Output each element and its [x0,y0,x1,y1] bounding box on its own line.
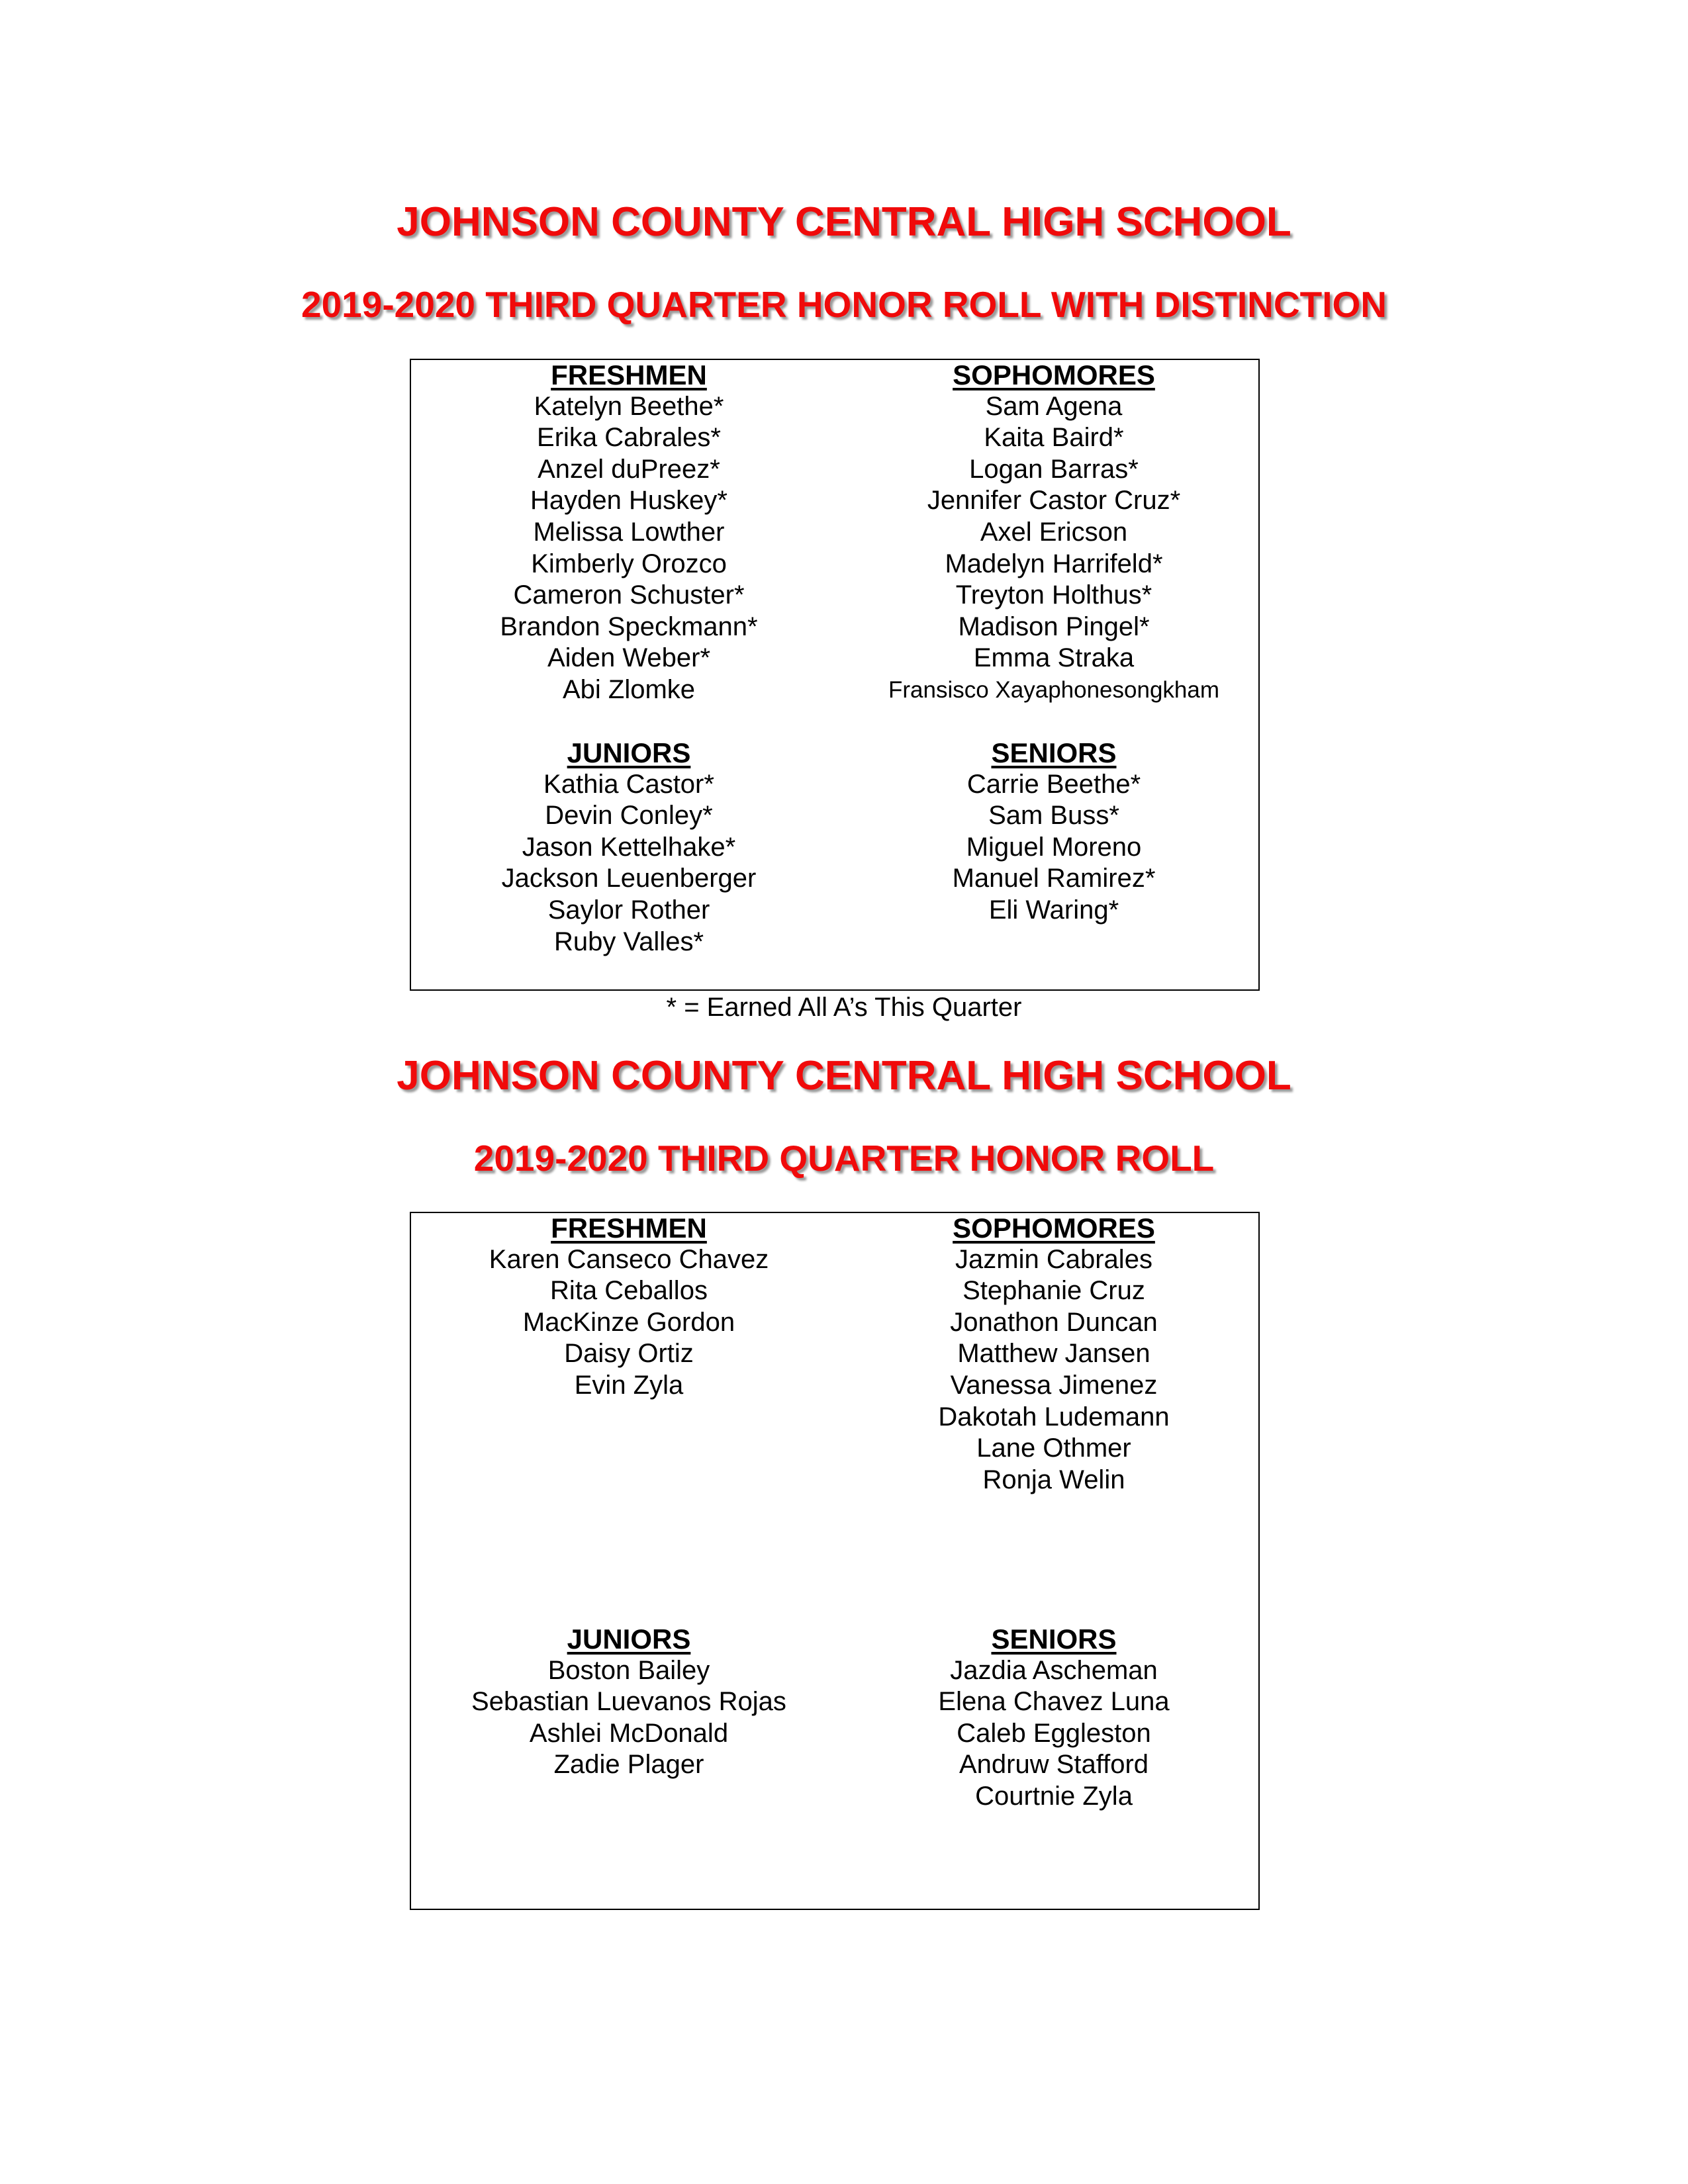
student-name: Jason Kettelhake* [522,832,736,862]
student-name: Erika Cabrales* [537,423,721,453]
student-name: Courtnie Zyla [975,1781,1133,1811]
class-header: JUNIORS [567,737,691,768]
student-name: Miguel Moreno [966,832,1142,862]
student-name: Daisy Ortiz [564,1339,694,1369]
student-name: Kaita Baird* [984,423,1124,453]
student-name: Axel Ericson [980,517,1128,547]
student-name: Jonathon Duncan [950,1307,1158,1337]
student-name: Cameron Schuster* [513,580,745,610]
student-name: Sam Buss* [988,801,1119,831]
student-name: Madelyn Harrifeld* [945,549,1163,578]
student-name: Eli Waring* [988,895,1119,925]
honor-seniors [842,1623,1266,1813]
class-header: SOPHOMORES [953,359,1155,390]
student-name: Jennifer Castor Cruz* [927,486,1181,516]
student-name: Elena Chavez Luna [938,1687,1170,1717]
student-name: Jazdia Ascheman [950,1655,1158,1685]
student-name: Fransisco Xayaphonesongkham [888,676,1219,703]
class-header: SOPHOMORES [953,1212,1155,1244]
class-header: FRESHMEN [551,359,707,390]
student-name: Brandon Speckmann* [500,612,758,641]
student-name: Dakotah Ludemann [938,1402,1170,1432]
student-name: Aiden Weber* [547,643,711,673]
student-name: MacKinze Gordon [522,1307,735,1337]
distinction-freshmen [417,359,841,706]
student-name: Boston Bailey [547,1655,710,1685]
footnote: * = Earned All A’s This Quarter [666,993,1022,1022]
student-name: Madison Pingel* [958,612,1150,641]
school-title: JOHNSON COUNTY CENTRAL HIGH SCHOOL [397,199,1291,245]
student-name: Saylor Rother [547,895,710,925]
student-name: Stephanie Cruz [962,1276,1145,1306]
student-name: Anzel duPreez* [538,454,720,484]
honor-freshmen [417,1212,841,1402]
student-name: Andruw Stafford [959,1750,1149,1780]
class-header: FRESHMEN [551,1212,707,1244]
student-name: Vanessa Jimenez [950,1370,1158,1400]
student-name: Lane Othmer [976,1433,1131,1463]
class-header: SENIORS [991,1623,1117,1655]
class-header: SENIORS [991,737,1117,768]
class-header: JUNIORS [567,1623,691,1655]
student-name: Emma Straka [973,643,1135,673]
student-name: Logan Barras* [969,454,1139,484]
distinction-seniors [842,737,1266,927]
student-name: Matthew Jansen [957,1339,1150,1369]
student-name: Carrie Beethe* [966,769,1141,799]
honor-roll-title: 2019-2020 THIRD QUARTER HONOR ROLL [473,1138,1215,1179]
student-name: Karen Canseco Chavez [489,1244,769,1274]
student-name: Katelyn Beethe* [534,391,724,421]
student-name: Kathia Castor* [543,769,714,799]
student-name: Zadie Plager [553,1750,704,1780]
student-name: Abi Zlomke [562,674,696,704]
distinction-juniors [417,737,841,958]
student-name: Ruby Valles* [553,927,704,956]
student-name: Rita Ceballos [550,1276,708,1306]
student-name: Treyton Holthus* [955,580,1152,610]
student-name: Jackson Leuenberger [501,864,757,893]
student-name: Manuel Ramirez* [952,864,1156,893]
student-name: Sam Agena [985,391,1123,421]
honor-sophomores [842,1212,1266,1496]
school-title-2: JOHNSON COUNTY CENTRAL HIGH SCHOOL [397,1053,1291,1099]
student-name: Kimberly Orozco [531,549,727,578]
student-name: Melissa Lowther [533,517,725,547]
student-name: Ronja Welin [982,1465,1125,1494]
student-name: Jazmin Cabrales [955,1244,1152,1274]
student-name: Caleb Eggleston [957,1718,1151,1748]
honor-juniors [417,1623,841,1781]
student-name: Devin Conley* [545,801,713,831]
student-name: Sebastian Luevanos Rojas [471,1687,786,1717]
student-name: Evin Zyla [574,1370,684,1400]
distinction-sophomores [842,359,1266,706]
student-name: Hayden Huskey* [530,486,727,516]
honor-roll-distinction-title: 2019-2020 THIRD QUARTER HONOR ROLL WITH DISTINCTION [301,284,1387,325]
student-name: Ashlei McDonald [529,1718,729,1748]
